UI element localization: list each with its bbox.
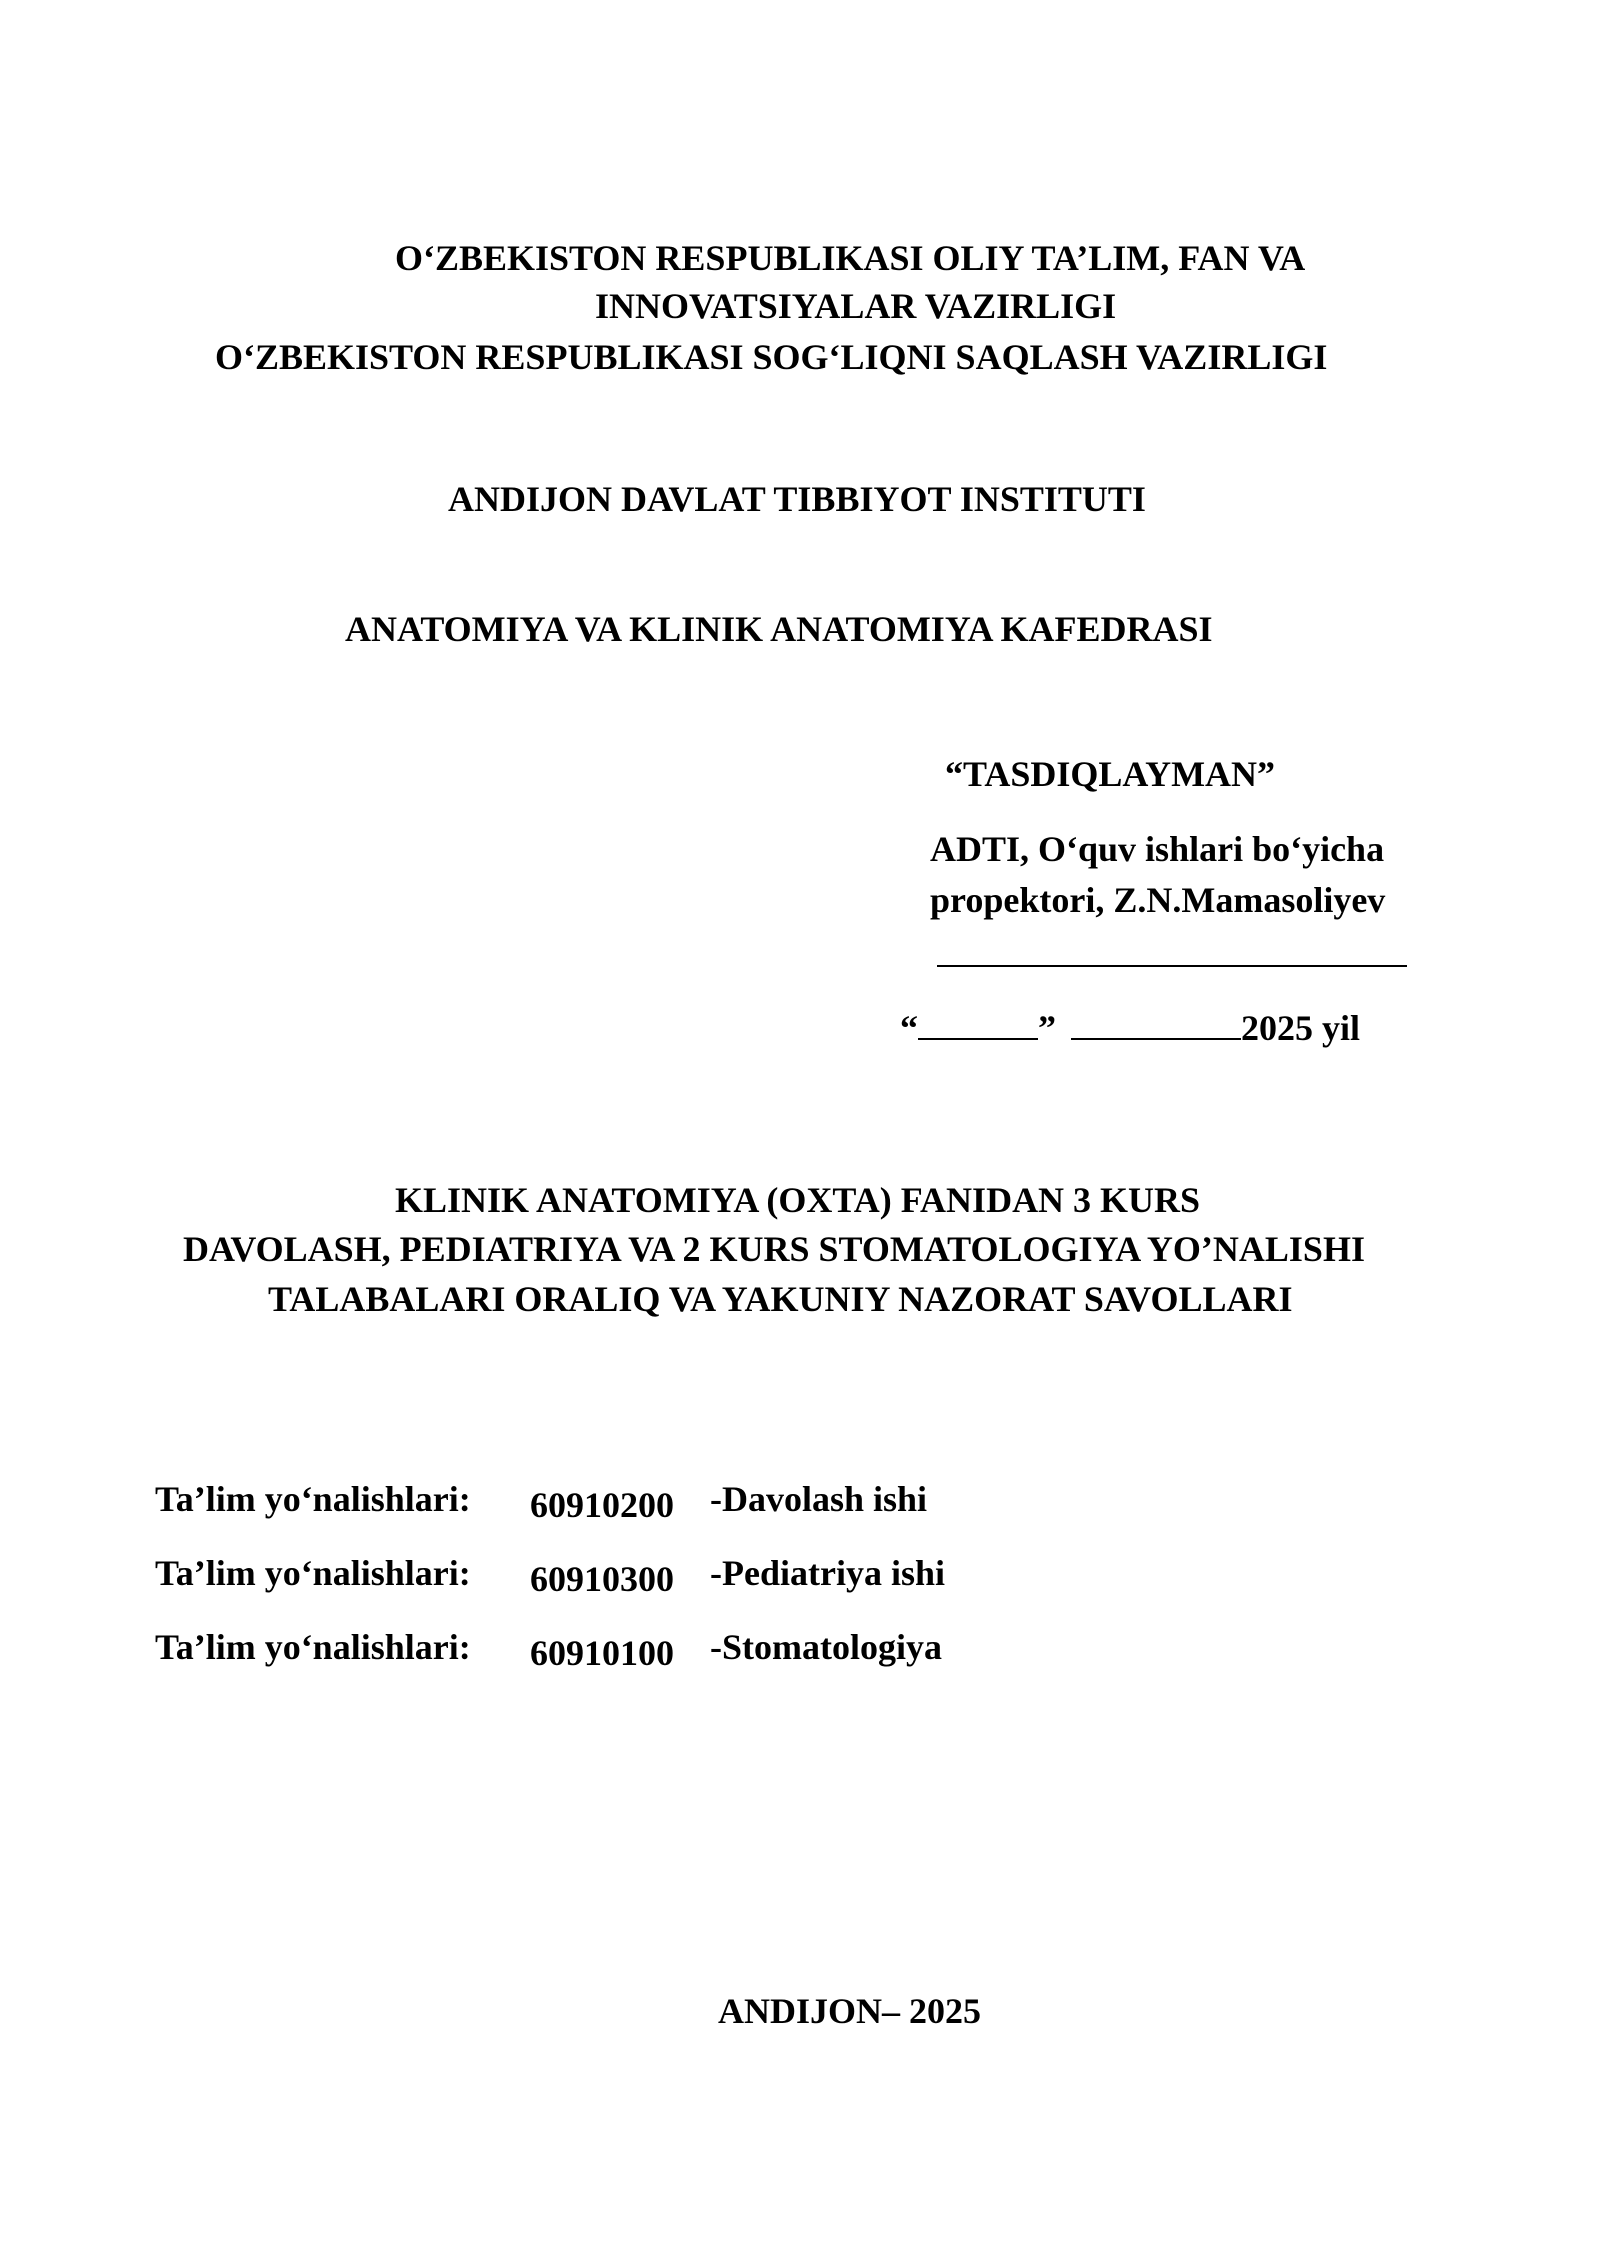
program-row: [155, 1623, 1355, 1679]
program-label: Ta’lim yo‘nalishlari:: [155, 1627, 471, 1667]
program-row: [155, 1475, 1355, 1531]
program-name: -Pediatriya ishi: [710, 1553, 945, 1593]
date-open-quote: “: [900, 1008, 918, 1048]
footer-place-year: ANDIJON– 2025: [718, 1991, 982, 2031]
approval-line-2: propektori, Z.N.Mamasoliyev: [930, 880, 1386, 920]
date-close-quote: ”: [1038, 1008, 1056, 1048]
program-label: Ta’lim yo‘nalishlari:: [155, 1479, 471, 1519]
program-name: -Stomatologiya: [710, 1627, 942, 1667]
month-blank: [1071, 1004, 1241, 1040]
doc-title-line-2: DAVOLASH, PEDIATRIYA VA 2 KURS STOMATOLOGIYA YO’NALISHI: [183, 1229, 1365, 1269]
approval-line-1: ADTI, O‘quv ishlari bo‘yicha: [930, 829, 1385, 869]
program-label: Ta’lim yo‘nalishlari:: [155, 1553, 471, 1593]
doc-title-line-1: KLINIK ANATOMIYA (OXTA) FANIDAN 3 KURS: [395, 1180, 1201, 1220]
program-code: 60910300: [530, 1559, 674, 1599]
doc-title-line-3: TALABALARI ORALIQ VA YAKUNIY NAZORAT SAVOLLARI: [268, 1279, 1293, 1319]
program-row: [155, 1549, 1355, 1605]
day-blank: [918, 1004, 1038, 1040]
program-name: -Davolash ishi: [710, 1479, 928, 1519]
signature-line: [937, 965, 1407, 967]
ministry-line-3: O‘ZBEKISTON RESPUBLIKASI SOG‘LIQNI SAQLASH VAZIRLIGI: [215, 337, 1328, 377]
department-name: ANATOMIYA VA KLINIK ANATOMIYA KAFEDRASI: [345, 609, 1213, 649]
ministry-line-1: O‘ZBEKISTON RESPUBLIKASI OLIY TA’LIM, FAN VA: [395, 238, 1306, 278]
date-year: 2025 yil: [1241, 1008, 1361, 1048]
ministry-line-2: INNOVATSIYALAR VAZIRLIGI: [595, 286, 1117, 326]
approval-title: “TASDIQLAYMAN”: [945, 754, 1276, 794]
institute-name: ANDIJON DAVLAT TIBBIYOT INSTITUTI: [448, 479, 1146, 519]
program-code: 60910200: [530, 1485, 674, 1525]
approval-date: [900, 1004, 1360, 1052]
program-code: 60910100: [530, 1633, 674, 1673]
